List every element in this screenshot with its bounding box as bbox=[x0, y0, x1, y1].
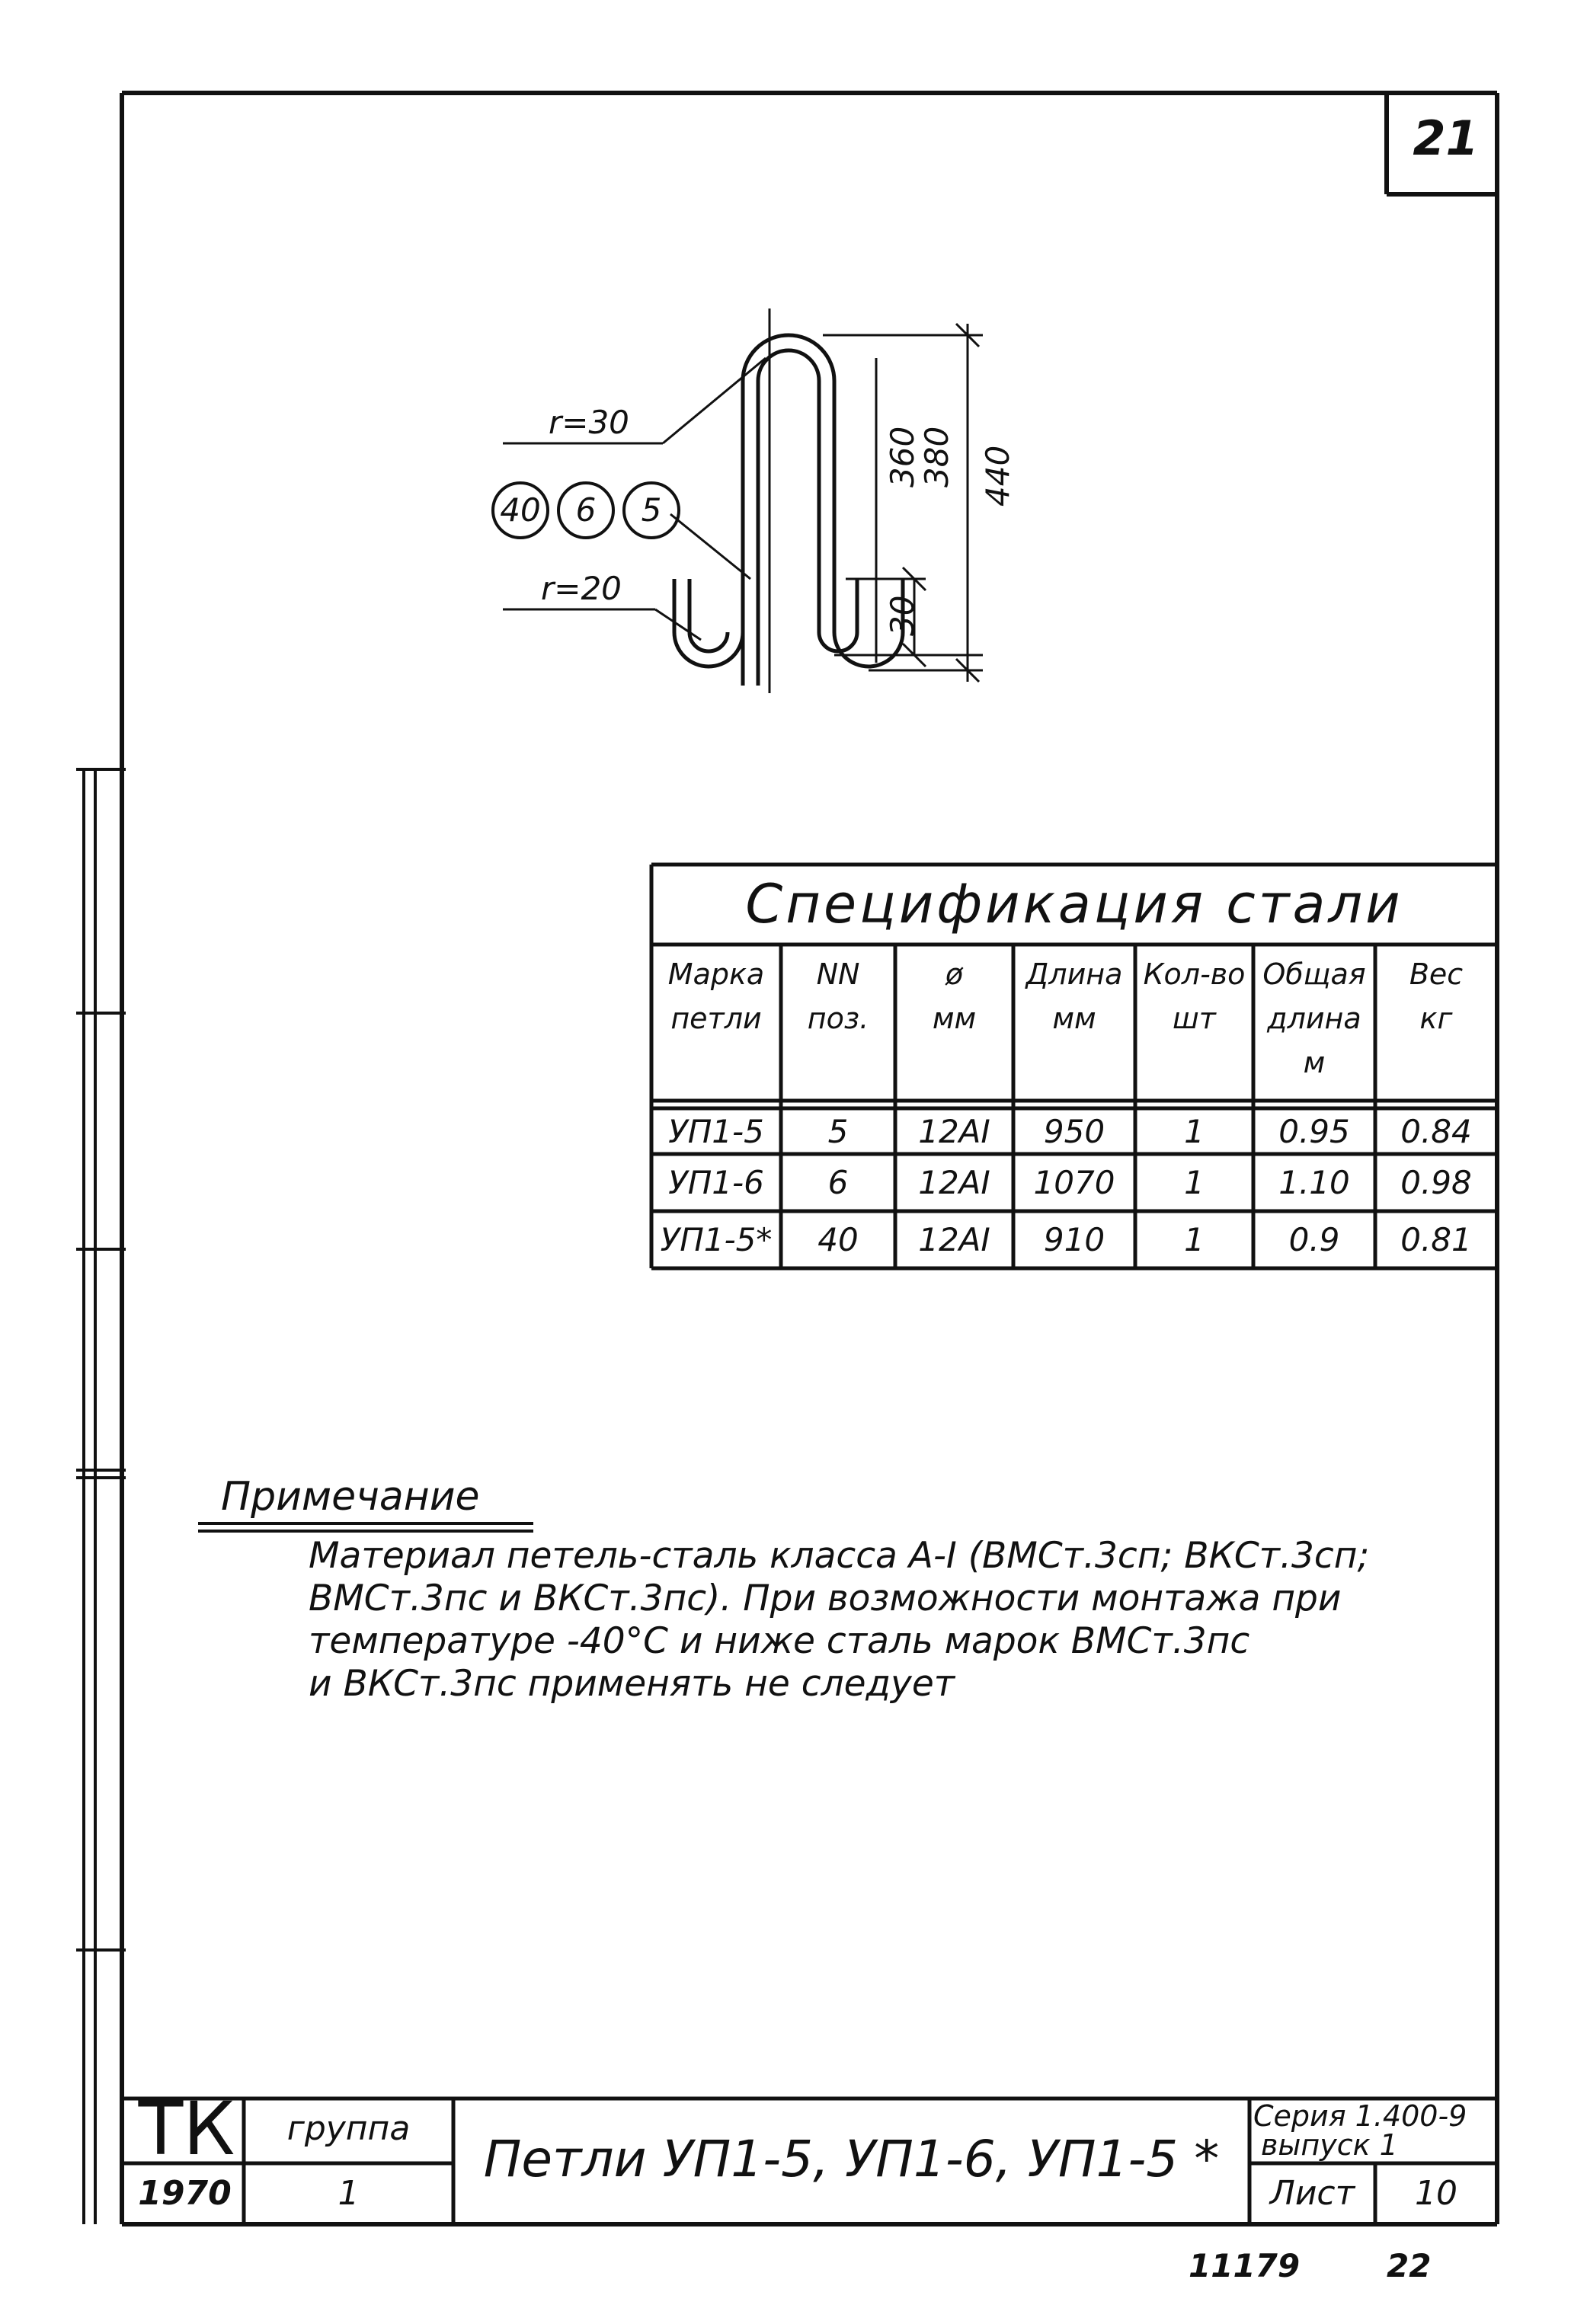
radius-top-label: r=30 bbox=[549, 404, 629, 441]
position-mark-40: 40 bbox=[500, 491, 541, 529]
cell-length: 950 bbox=[1043, 1113, 1105, 1150]
cell-mark: УП1-5 bbox=[668, 1113, 764, 1150]
cell-mark: УП1-5* bbox=[660, 1221, 773, 1258]
note-underline bbox=[198, 1523, 533, 1531]
header-mark: Марка петли bbox=[667, 957, 765, 1035]
header-total-length: Общая длина м bbox=[1262, 957, 1366, 1079]
cell-total-length: 1.10 bbox=[1278, 1164, 1350, 1201]
header-position: NN поз. bbox=[807, 957, 869, 1035]
cell-diameter: 12AI bbox=[918, 1113, 990, 1150]
dimension-440: 440 bbox=[979, 445, 1016, 507]
cell-position: 6 bbox=[827, 1164, 849, 1201]
dimension-360: 360 bbox=[884, 426, 921, 487]
cell-quantity: 1 bbox=[1184, 1164, 1205, 1201]
spec-table-header-row bbox=[651, 952, 1497, 1097]
table-row bbox=[651, 1111, 1497, 1152]
sheet-frame bbox=[122, 93, 1497, 2224]
inventory-number: 11179 bbox=[1189, 2247, 1301, 2284]
note-line: ВМСт.3пс и ВКСт.3пс). При возможности монтажа при bbox=[309, 1578, 1342, 1619]
note-line: температуре -40°С и ниже сталь марок ВМСт.3пс bbox=[309, 1620, 1250, 1662]
cell-quantity: 1 bbox=[1184, 1221, 1205, 1258]
cell-length: 1070 bbox=[1033, 1164, 1115, 1201]
cell-quantity: 1 bbox=[1184, 1113, 1205, 1150]
cell-mark: УП1-6 bbox=[668, 1164, 764, 1201]
org-code: ТК bbox=[138, 2086, 235, 2172]
sheet-number: 21 bbox=[1413, 110, 1479, 166]
dimension-30: 30 bbox=[884, 595, 921, 636]
drawing-title: Петли УП1-5, УП1-6, УП1-5 * bbox=[483, 2130, 1220, 2188]
table-row bbox=[651, 1217, 1497, 1263]
header-diameter: ø мм bbox=[932, 957, 977, 1035]
cell-length: 910 bbox=[1043, 1221, 1105, 1258]
cell-position: 5 bbox=[827, 1113, 849, 1150]
cell-diameter: 12AI bbox=[918, 1164, 990, 1201]
header-length: Длина мм bbox=[1025, 957, 1123, 1035]
position-mark-5: 5 bbox=[641, 491, 662, 529]
position-mark-6: 6 bbox=[575, 491, 597, 529]
sheet-label: Лист bbox=[1269, 2174, 1355, 2213]
cell-position: 40 bbox=[817, 1221, 859, 1258]
sheet-value: 10 bbox=[1415, 2174, 1457, 2213]
note-body bbox=[309, 1535, 1467, 1705]
cell-weight: 0.98 bbox=[1400, 1164, 1472, 1201]
binding-strip bbox=[76, 769, 126, 2224]
group-label: группа bbox=[286, 2109, 411, 2148]
dimension-380: 380 bbox=[918, 426, 955, 487]
page-number: 22 bbox=[1387, 2247, 1432, 2284]
note-line: Материал петель-сталь класса А-I (ВМСт.3сп; ВКСт.3сп; bbox=[309, 1535, 1370, 1577]
note-line: и ВКСт.3пс применять не следует bbox=[309, 1663, 955, 1705]
series-line2: выпуск 1 bbox=[1261, 2128, 1398, 2162]
cell-total-length: 0.9 bbox=[1288, 1221, 1340, 1258]
radius-bottom-label: r=20 bbox=[541, 570, 622, 607]
series-line1: Серия 1.400-9 bbox=[1253, 2099, 1467, 2133]
header-quantity: Кол-во шт bbox=[1143, 957, 1246, 1035]
cell-weight: 0.81 bbox=[1400, 1221, 1472, 1258]
cell-total-length: 0.95 bbox=[1278, 1113, 1350, 1150]
header-weight: Вес кг bbox=[1409, 957, 1464, 1035]
cell-diameter: 12AI bbox=[918, 1221, 990, 1258]
spec-table-title: Спецификация стали bbox=[745, 873, 1403, 935]
group-value: 1 bbox=[338, 2174, 360, 2213]
year: 1970 bbox=[138, 2174, 232, 2213]
note-title: Примечание bbox=[221, 1474, 480, 1520]
cell-weight: 0.84 bbox=[1400, 1113, 1472, 1150]
table-row bbox=[651, 1160, 1497, 1206]
